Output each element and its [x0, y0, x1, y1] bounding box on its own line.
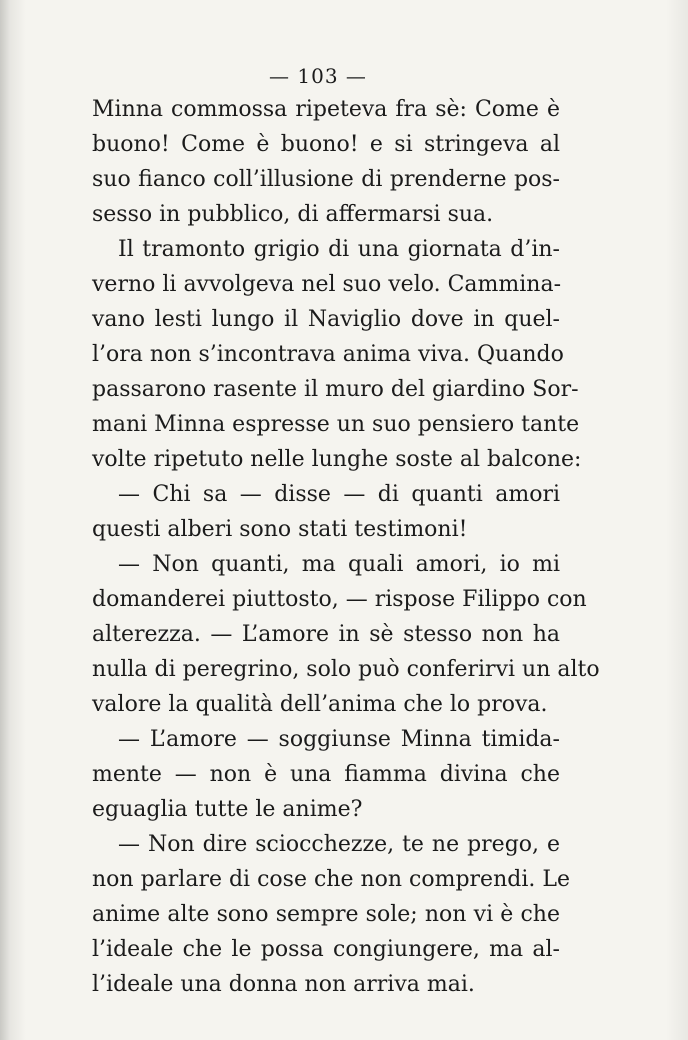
text-line: sesso in pubblico, di affermarsi sua.: [92, 202, 494, 227]
text-line: buono! Come è buono! e si stringeva al: [92, 132, 560, 157]
text-line: l’ora non s’incontrava anima viva. Quando: [92, 342, 564, 367]
text-line: vano lesti lungo il Naviglio dove in quel-: [92, 307, 560, 332]
text-line: — Chi sa — disse — di quanti amori: [118, 482, 560, 507]
text-line: verno li avvolgeva nel suo velo. Cammina-: [92, 272, 562, 297]
text-line: l’ideale che le possa congiungere, ma al-: [92, 937, 560, 962]
text-line: Il tramonto grigio di una giornata d’in-: [118, 237, 560, 262]
text-line: — Non quanti, ma quali amori, io mi: [118, 552, 560, 577]
text-line: mani Minna espresse un suo pensiero tante: [92, 412, 580, 437]
text-line: mente — non è una fiamma divina che: [92, 762, 560, 787]
text-line: non parlare di cose che non comprendi. Le: [92, 867, 570, 892]
text-line: l’ideale una donna non arriva mai.: [92, 972, 475, 997]
text-line: Minna commossa ripeteva fra sè: Come è: [92, 97, 560, 122]
text-line: eguaglia tutte le anime?: [92, 797, 363, 822]
text-line: volte ripetuto nelle lunghe soste al balcone:: [92, 447, 582, 472]
text-line: — L’amore — soggiunse Minna timida-: [118, 727, 560, 752]
text-line: anime alte sono sempre sole; non vi è che: [92, 902, 560, 927]
text-line: alterezza. — L’amore in sè stesso non ha: [92, 622, 560, 647]
text-line: passarono rasente il muro del giardino Sor-: [92, 377, 579, 402]
text-line: suo fianco coll’illusione di prenderne pos-: [92, 167, 560, 192]
body-text: [92, 92, 600, 1002]
text-line: domanderei piuttosto, — rispose Filippo con: [92, 587, 587, 612]
text-line: — Non dire sciocchezze, te ne prego, e: [118, 832, 560, 857]
page-number: — 103 —: [269, 64, 367, 88]
text-line: valore la qualità dell’anima che lo prova.: [92, 692, 548, 717]
text-line: nulla di peregrino, solo può conferirvi un alto: [92, 657, 600, 682]
text-line: questi alberi sono stati testimoni!: [92, 517, 468, 542]
